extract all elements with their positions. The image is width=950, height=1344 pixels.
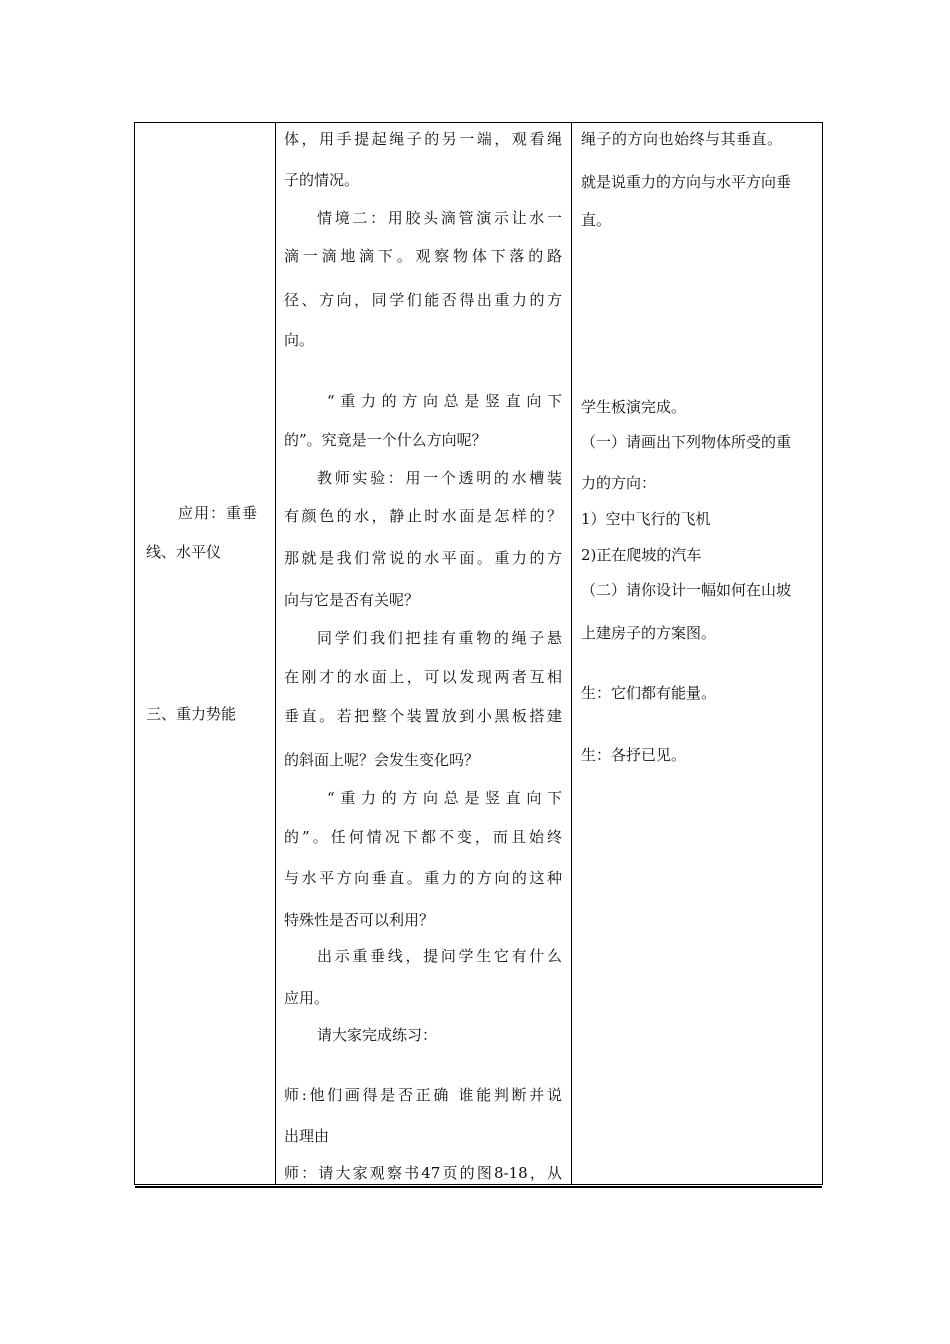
right-line: （二）请你设计一幅如何在山坡 [581, 581, 792, 599]
middle-line: 体，用手提起绳子的另一端，观看绳 [284, 130, 562, 148]
right-line: 学生板演完成。 [581, 398, 687, 416]
middle-line: 与水平方向垂直。重力的方向的这种 [284, 869, 562, 887]
middle-line: 有颜色的水，静止时水面是怎样的？ [284, 507, 562, 525]
middle-line: 子的情况。 [284, 171, 360, 189]
column-divider-1 [275, 123, 276, 1184]
left-cell-application-line2: 线、水平仪 [146, 543, 222, 561]
right-line: 生：各抒已见。 [581, 746, 687, 764]
lesson-table [134, 122, 823, 1185]
right-line: 1）空中飞行的飞机 [581, 510, 711, 528]
middle-line: 的”。任何情况下都不变，而且始终 [284, 828, 562, 846]
middle-line: 应用。 [284, 989, 330, 1007]
column-divider-2 [571, 123, 572, 1184]
middle-line: 出示重垂线，提问学生它有什么 [317, 947, 562, 965]
right-line: 直。 [581, 211, 612, 229]
left-cell-application-line1: 应用：重垂 [178, 504, 259, 522]
middle-line: 那就是我们常说的水平面。重力的方 [284, 549, 562, 567]
middle-line: 同学们我们把挂有重物的绳子悬 [317, 629, 562, 647]
middle-line: “重力的方向总是竖直向下 [327, 392, 562, 410]
middle-line: “重力的方向总是竖直向下 [327, 789, 562, 807]
middle-line: 的斜面上呢？会发生变化吗？ [284, 751, 480, 769]
middle-line: 滴一滴地滴下。观察物体下落的路 [284, 247, 562, 265]
middle-line: 情境二：用胶头滴管演示让水一 [317, 209, 562, 227]
middle-line: 垂直。若把整个装置放到小黑板搭建 [284, 707, 562, 725]
middle-line: 出理由 [284, 1127, 330, 1145]
left-cell-section-three: 三、重力势能 [146, 705, 237, 723]
right-line: 绳子的方向也始终与其垂直。 [581, 130, 783, 148]
right-line: 上建房子的方案图。 [581, 624, 717, 642]
middle-line: 径、方向，同学们能否得出重力的方 [284, 291, 562, 309]
middle-line: 师:他们画得是否正确 谁能判断并说 [284, 1086, 562, 1104]
right-line: 生：它们都有能量。 [581, 684, 717, 702]
right-line: 就是说重力的方向与水平方向垂 [581, 173, 792, 191]
middle-line: 向。 [284, 331, 315, 349]
middle-line: 特殊性是否可以利用？ [284, 911, 435, 929]
middle-line: 师：请大家观察书47页的图8-18，从 [284, 1164, 562, 1182]
middle-line: 请大家完成练习： [317, 1026, 438, 1044]
right-line: （一）请画出下列物体所受的重 [581, 433, 792, 451]
middle-line: 在刚才的水面上，可以发现两者互相 [284, 668, 562, 686]
right-line: 2)正在爬坡的汽车 [581, 546, 702, 564]
middle-line: 向与它是否有关呢？ [284, 591, 420, 609]
middle-line: 教师实验：用一个透明的水槽装 [317, 469, 562, 487]
right-line: 力的方向： [581, 474, 657, 492]
middle-line: 的”。究竟是一个什么方向呢？ [284, 431, 487, 449]
